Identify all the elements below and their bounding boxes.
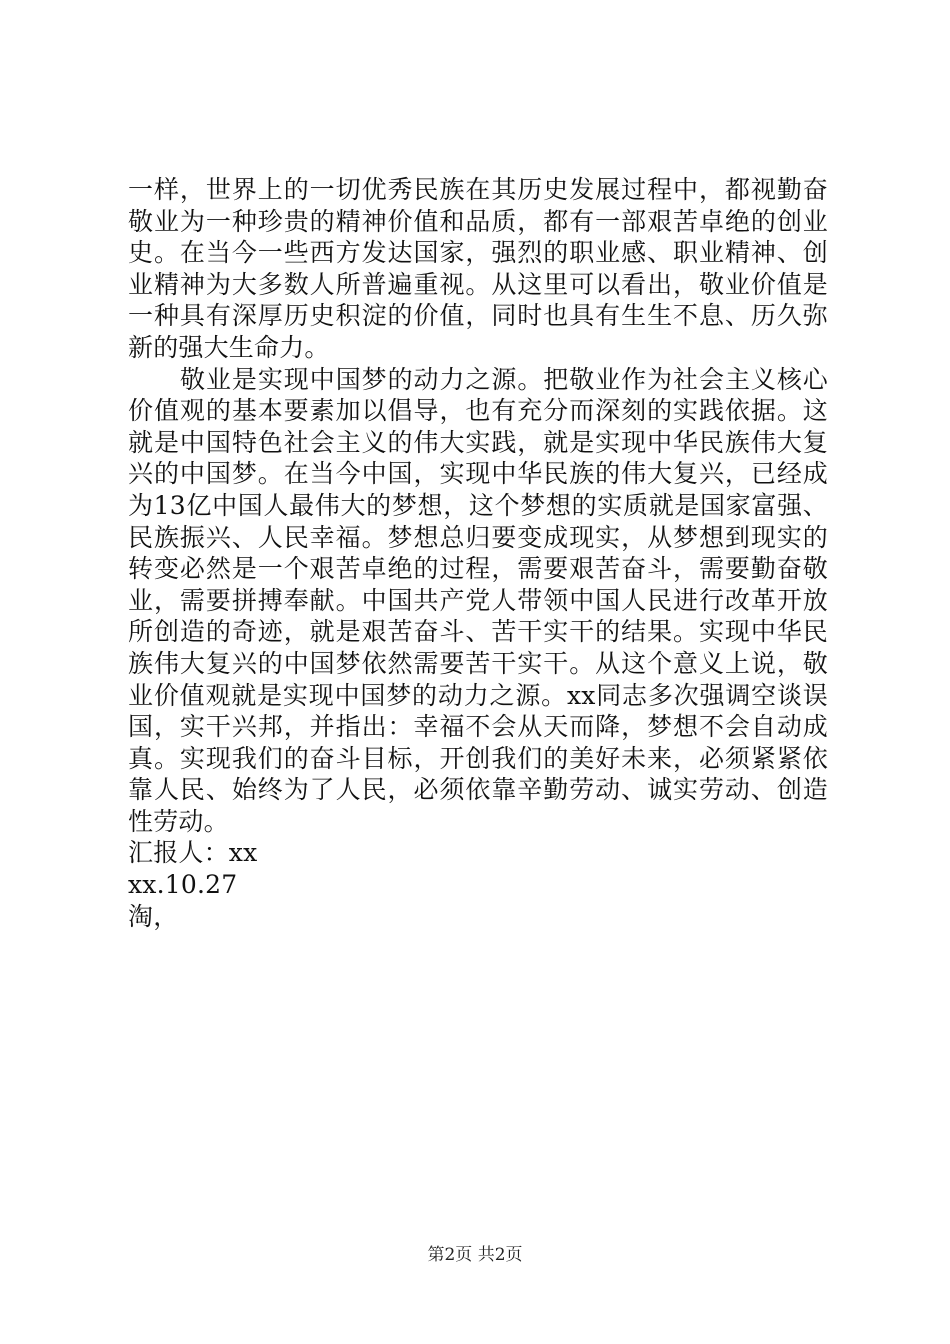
paragraph-1: 一样，世界上的一切优秀民族在其历史发展过程中，都视勤奋敬业为一种珍贵的精神价值和品质，都有一部艰苦卓绝的创业史。在当今一些西方发达国家，强烈的职业感、职业精神、创业精神为大多数人所普遍重视。从这里可以看出，敬业价值是一种具有深厚历史积淀的价值，同时也具有生生不息、历久弥新的强大生命力。 bbox=[128, 175, 828, 362]
paragraph-2: 敬业是实现中国梦的动力之源。把敬业作为社会主义核心价值观的基本要素加以倡导，也有充分而深刻的实践依据。这就是中国特色社会主义的伟大实践，就是实现中华民族伟大复兴的中国梦。在当今中国，实现中华民族的伟大复兴，已经成为13亿中国人最伟大的梦想，这个梦想的实质就是国家富强、民族振兴、人民幸福。梦想总归要变成现实，从梦想到现实的转变必然是一个艰苦卓绝的过程，需要艰苦奋斗，需要勤奋敬业，需要拼搏奉献。中国共产党人带领中国人民进行改革开放所创造的奇迹，就是艰苦奋斗、苦干实干的结果。实现中华民族伟大复兴的中国梦依然需要苦干实干。从这个意义上说，敬业价值观就是实现中国梦的动力之源。xx同志多次强调空谈误国，实干兴邦，并指出：幸福不会从天而降，梦想不会自动成真。实现我们的奋斗目标，开创我们的美好未来，必须紧紧依靠人民、始终为了人民，必须依靠辛勤劳动、诚实劳动、创造性劳动。 bbox=[128, 364, 828, 836]
reporter-line: 汇报人：xx bbox=[128, 838, 258, 868]
document-body bbox=[128, 174, 828, 932]
date-line: xx.10.27 bbox=[128, 870, 238, 900]
page-footer: 第2页 共2页 bbox=[427, 1245, 523, 1265]
trailing-line: 淘， bbox=[128, 901, 179, 931]
